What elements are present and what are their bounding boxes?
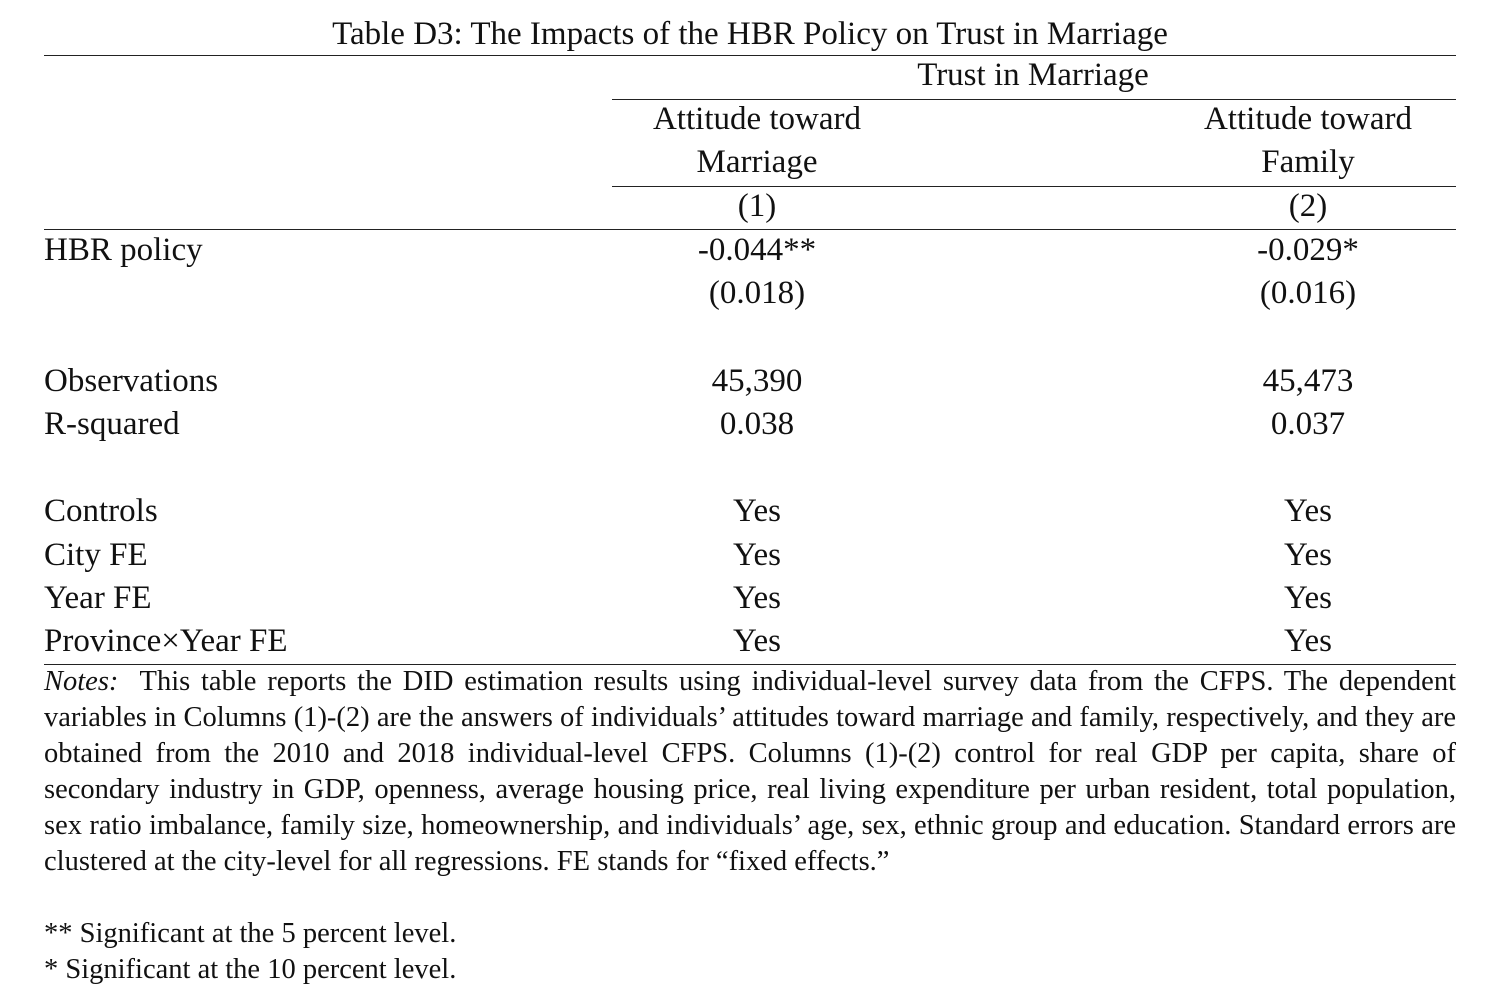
cell-hbr-se-col2: (0.016) bbox=[1259, 275, 1357, 311]
notes-label: Notes: bbox=[44, 666, 119, 697]
cell-controls-col1: Yes bbox=[732, 493, 782, 529]
col2-header-line2: Family bbox=[1261, 144, 1355, 180]
table-notes bbox=[44, 664, 1456, 880]
cell-hbr-col1: -0.044** bbox=[697, 232, 817, 268]
top-rule bbox=[44, 55, 1456, 56]
col2-number: (2) bbox=[1288, 188, 1328, 224]
table-title: Table D3: The Impacts of the HBR Policy on Trust in Marriage bbox=[332, 16, 1168, 52]
row-label-province-year-fe: Province×Year FE bbox=[44, 623, 288, 659]
cell-hbr-col2: -0.029* bbox=[1257, 232, 1359, 268]
group-header: Trust in Marriage bbox=[917, 57, 1149, 93]
cell-city-fe-col2: Yes bbox=[1283, 537, 1333, 573]
cell-r-squared-col2: 0.037 bbox=[1270, 406, 1346, 442]
footnote-five-percent: ** Significant at the 5 percent level. bbox=[44, 918, 457, 949]
row-label-year-fe: Year FE bbox=[44, 580, 152, 616]
col1-number: (1) bbox=[737, 188, 777, 224]
cell-year-fe-col1: Yes bbox=[732, 580, 782, 616]
row-label-hbr-policy: HBR policy bbox=[44, 232, 203, 268]
cell-province-year-fe-col2: Yes bbox=[1283, 623, 1333, 659]
cell-province-year-fe-col1: Yes bbox=[732, 623, 782, 659]
row-label-observations: Observations bbox=[44, 363, 219, 399]
cell-r-squared-col1: 0.038 bbox=[719, 406, 795, 442]
cell-observations-col2: 45,473 bbox=[1262, 363, 1354, 399]
row-label-r-squared: R-squared bbox=[44, 406, 180, 442]
row-label-city-fe: City FE bbox=[44, 537, 148, 573]
cell-controls-col2: Yes bbox=[1283, 493, 1333, 529]
cell-year-fe-col2: Yes bbox=[1283, 580, 1333, 616]
notes-text: This table reports the DID estimation results using individual-level survey data from the CFPS. The dependent variables in Columns (1)-(2) are the answers of individuals’ attitudes toward marriage and family, respectively, and they are obtained from the 2010 and 2018 individual-level CFPS. Columns (1)-(2) control for real GDP per capita, share of secondary industry in GDP, openness, average housing price, real living expenditure per urban resident, total population, sex ratio imbalance, family size, homeownership, and individuals’ age, sex, ethnic group and education. Standard errors are clustered at the city-level for all regressions. FE stands for “fixed effects.” bbox=[44, 666, 1456, 877]
cell-observations-col1: 45,390 bbox=[711, 363, 803, 399]
col1-header-line1: Attitude toward bbox=[652, 101, 862, 137]
footnote-ten-percent: * Significant at the 10 percent level. bbox=[44, 954, 457, 985]
cell-city-fe-col1: Yes bbox=[732, 537, 782, 573]
col2-header-line1: Attitude toward bbox=[1203, 101, 1413, 137]
cell-hbr-se-col1: (0.018) bbox=[708, 275, 806, 311]
col1-header-line2: Marriage bbox=[696, 144, 818, 180]
row-label-controls: Controls bbox=[44, 493, 158, 529]
